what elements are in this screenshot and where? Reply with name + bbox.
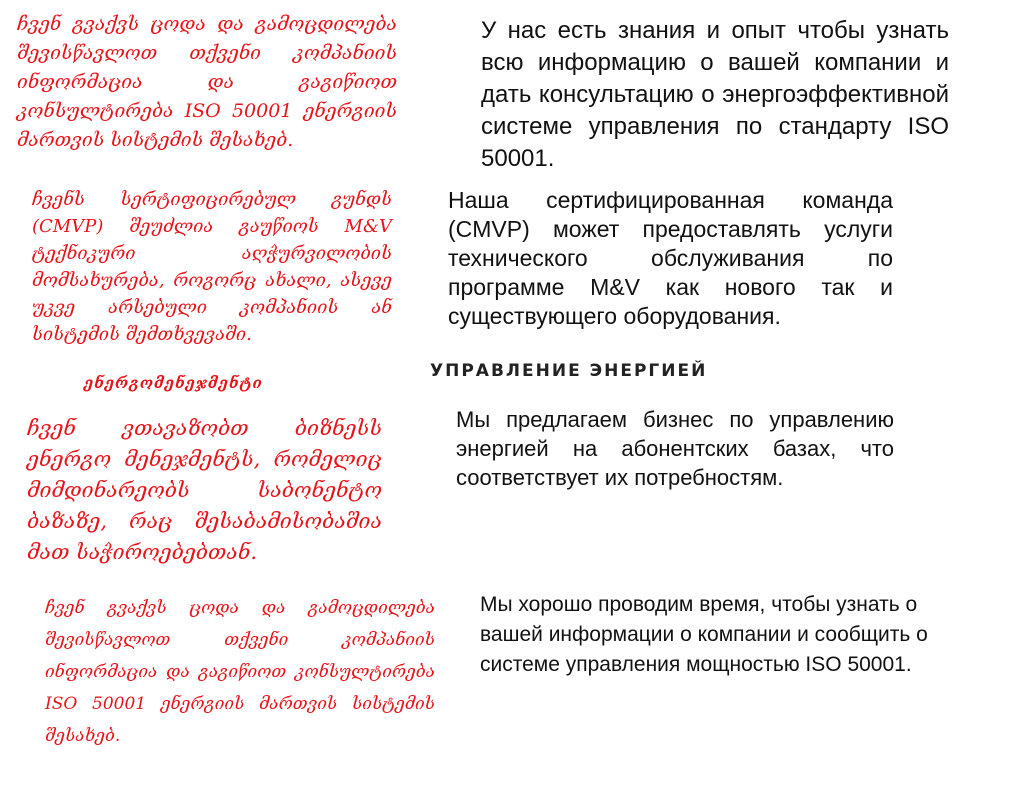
georgian-paragraph-knowledge: ჩვენ გვაქვს ცოდა და გამოცდილება შევისწავლოთ თქვენი კომპანიის ინფორმაცია და გაგიწიოთ კონსულტირება ISO 50001 ენერგიის მართვის სისტემის შესახებ. xyxy=(17,13,397,151)
georgian-paragraph-energy-management: ჩვენ ვთავაზობთ ბიზნესს ენერგო მენეჯმენტს, რომელიც მიმდინარეობს საბონენტო ბაზაზე, რაც შესაბამისობაშია მათ საჭიროებებთან. xyxy=(27,416,382,564)
russian-section-heading: УПРАВЛЕНИЕ ЭНЕРГИЕЙ xyxy=(430,361,708,381)
georgian-section-heading: ენერგომენეჯმენტი xyxy=(84,374,263,392)
russian-paragraph-certified-team: Наша сертифицированная команда (CMVP) может предоставлять услуги технического обслуживания по программе M&V как нового так и существующего оборудования. xyxy=(448,187,893,329)
russian-paragraph-knowledge: У нас есть знания и опыт чтобы узнать всю информацию о вашей компании и дать консультацию о энергоэффективной системе управления по стандарту ISO 50001. xyxy=(481,17,949,172)
georgian-paragraph-certified-team: ჩვენს სერტიფიცირებულ გუნდს (CMVP) შეუძლია გაუწიოს M&V ტექნიკური აღჭურვილობის მომსახურება, როგორც ახალი, ასევე უკვე არსებული კომპანიის ან სისტემის შემთხვევაში. xyxy=(32,189,392,345)
georgian-paragraph-consulting: ჩვენ გვაქვს ცოდა და გამოცდილება შევისწავლოთ თქვენი კომპანიის ინფორმაცია და გაგიწიოთ კონსულტირება ISO 50001 ენერგიის მართვის სისტემის შესახებ. xyxy=(45,598,435,746)
russian-paragraph-consulting: Мы хорошо проводим время, чтобы узнать о вашей информации о компании и сообщить о системе управления мощностью ISO 50001. xyxy=(480,593,928,676)
russian-paragraph-energy-management: Мы предлагаем бизнес по управлению энергией на абонентских базах, что соответствует их потребностям. xyxy=(456,407,894,490)
